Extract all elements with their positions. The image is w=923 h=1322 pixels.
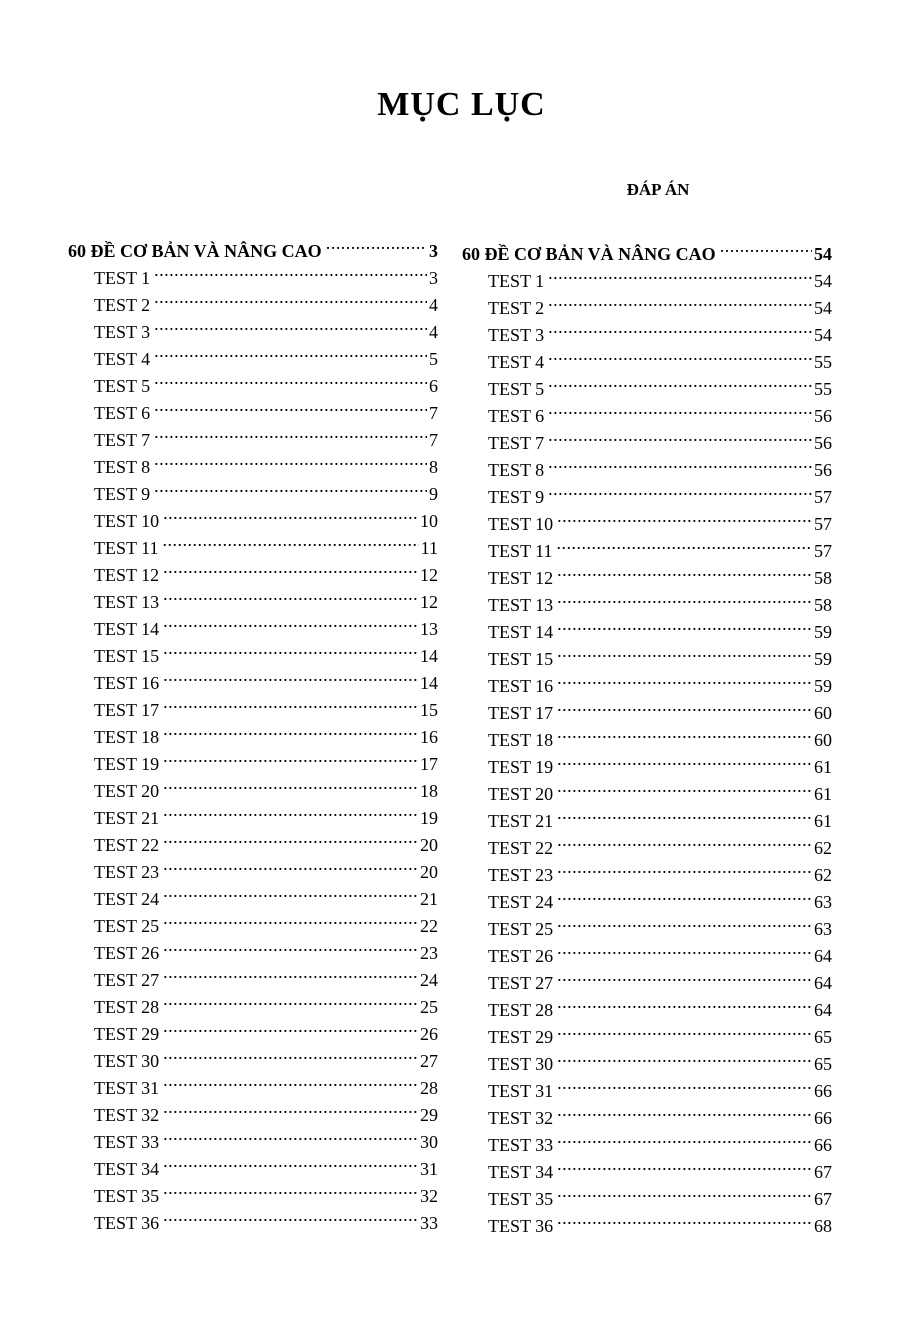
toc-label: TEST 8: [94, 457, 151, 477]
toc-page-number: 3: [429, 241, 438, 261]
toc-label: TEST 11: [488, 541, 553, 561]
toc-label: TEST 6: [94, 403, 151, 423]
dot-leader: [557, 503, 812, 530]
dot-leader: [557, 692, 812, 719]
dot-leader: [163, 581, 418, 608]
dot-leader: [163, 500, 418, 527]
toc-label: TEST 3: [94, 322, 151, 342]
toc-page-number: 23: [420, 943, 438, 963]
toc-label: TEST 22: [488, 838, 554, 858]
dot-leader: [557, 989, 812, 1016]
toc-page-number: 66: [814, 1081, 832, 1101]
dot-leader: [557, 773, 812, 800]
toc-label: TEST 27: [488, 973, 554, 993]
toc-label: TEST 8: [488, 460, 545, 480]
toc-page-number: 12: [420, 592, 438, 612]
toc-page-number: 58: [814, 568, 832, 588]
toc-label: TEST 14: [488, 622, 554, 642]
toc-page-number: 33: [420, 1213, 438, 1233]
dot-leader: [163, 527, 419, 554]
dot-leader: [548, 476, 812, 503]
toc-label: TEST 16: [488, 676, 554, 696]
dot-leader: [154, 284, 427, 311]
dot-leader: [163, 797, 418, 824]
toc-label: TEST 15: [94, 646, 160, 666]
toc-label: TEST 25: [94, 916, 160, 936]
toc-label: TEST 4: [94, 349, 151, 369]
toc-page-number: 31: [420, 1159, 438, 1179]
dot-leader: [557, 1178, 812, 1205]
toc-page-number: 54: [814, 271, 832, 291]
toc-label: TEST 15: [488, 649, 554, 669]
dot-leader: [163, 878, 418, 905]
contents-column: [68, 230, 438, 1233]
dot-leader: [557, 584, 812, 611]
toc-page-number: 64: [814, 946, 832, 966]
dot-leader: [154, 392, 427, 419]
toc-label: TEST 35: [488, 1189, 554, 1209]
answers-column: [462, 233, 832, 1236]
toc-page-number: 28: [420, 1078, 438, 1098]
toc-label: TEST 24: [488, 892, 554, 912]
toc-label: TEST 3: [488, 325, 545, 345]
toc-page-number: 61: [814, 757, 832, 777]
dot-leader: [557, 1151, 812, 1178]
toc-label: TEST 24: [94, 889, 160, 909]
toc-label: TEST 1: [94, 268, 151, 288]
dot-leader: [557, 827, 812, 854]
toc-page-number: 8: [429, 457, 438, 477]
toc-label: TEST 34: [488, 1162, 554, 1182]
toc-label: TEST 34: [94, 1159, 160, 1179]
toc-page-number: 11: [420, 538, 438, 558]
dot-leader: [163, 743, 418, 770]
toc-page-number: 25: [420, 997, 438, 1017]
toc-page-number: 22: [420, 916, 438, 936]
toc-label: TEST 26: [488, 946, 554, 966]
toc-label: TEST 28: [488, 1000, 554, 1020]
toc-page-number: 64: [814, 1000, 832, 1020]
dot-leader: [557, 800, 812, 827]
page-title: MỤC LỤC: [377, 86, 546, 123]
dot-leader: [557, 962, 812, 989]
dot-leader: [154, 419, 427, 446]
toc-page-number: 65: [814, 1054, 832, 1074]
toc-label: TEST 13: [488, 595, 554, 615]
toc-page-number: 65: [814, 1027, 832, 1047]
dot-leader: [163, 1202, 418, 1229]
toc-label: TEST 10: [94, 511, 160, 531]
dot-leader: [163, 1040, 418, 1067]
answers-heading: ĐÁP ÁN: [626, 180, 690, 199]
toc-label: TEST 29: [94, 1024, 160, 1044]
toc-page-number: 57: [814, 487, 832, 507]
toc-label: TEST 32: [94, 1105, 160, 1125]
dot-leader: [163, 554, 418, 581]
toc-page-number: 54: [814, 325, 832, 345]
dot-leader: [548, 422, 812, 449]
toc-label: TEST 32: [488, 1108, 554, 1128]
toc-page-number: 10: [420, 511, 438, 531]
toc-page-number: 14: [420, 646, 438, 666]
toc-label: TEST 11: [94, 538, 159, 558]
toc-label: TEST 13: [94, 592, 160, 612]
dot-leader: [557, 935, 812, 962]
toc-page-number: 3: [429, 268, 438, 288]
toc-page-number: 57: [814, 514, 832, 534]
dot-leader: [163, 824, 418, 851]
toc-page-number: 56: [814, 460, 832, 480]
toc-label: 60 ĐỀ CƠ BẢN VÀ NÂNG CAO: [462, 244, 716, 264]
toc-page-number: 60: [814, 730, 832, 750]
dot-leader: [557, 1097, 812, 1124]
toc-page-number: 55: [814, 379, 832, 399]
toc-label: TEST 35: [94, 1186, 160, 1206]
dot-leader: [163, 986, 418, 1013]
dot-leader: [163, 1013, 418, 1040]
toc-page-number: 29: [420, 1105, 438, 1125]
toc-label: TEST 6: [488, 406, 545, 426]
dot-leader: [163, 689, 418, 716]
dot-leader: [557, 1016, 812, 1043]
toc-label: TEST 23: [94, 862, 160, 882]
toc-page-number: 64: [814, 973, 832, 993]
dot-leader: [557, 611, 812, 638]
toc-label: 60 ĐỀ CƠ BẢN VÀ NÂNG CAO: [68, 241, 322, 261]
toc-label: TEST 19: [488, 757, 554, 777]
toc-label: TEST 36: [94, 1213, 160, 1233]
toc-label: TEST 5: [94, 376, 151, 396]
dot-leader: [163, 959, 418, 986]
toc-label: TEST 31: [488, 1081, 554, 1101]
toc-label: TEST 14: [94, 619, 160, 639]
dot-leader: [720, 233, 812, 260]
toc-label: TEST 21: [94, 808, 160, 828]
toc-page-number: 26: [420, 1024, 438, 1044]
toc-page-number: 6: [429, 376, 438, 396]
toc-label: TEST 12: [488, 568, 554, 588]
toc-label: TEST 18: [94, 727, 160, 747]
dot-leader: [154, 338, 427, 365]
toc-label: TEST 7: [488, 433, 545, 453]
toc-label: TEST 27: [94, 970, 160, 990]
toc-page-number: 7: [429, 430, 438, 450]
dot-leader: [557, 638, 812, 665]
toc-label: TEST 1: [488, 271, 545, 291]
dot-leader: [557, 1070, 812, 1097]
toc-label: TEST 23: [488, 865, 554, 885]
toc-page-number: 55: [814, 352, 832, 372]
toc-page-number: 56: [814, 406, 832, 426]
toc-label: TEST 30: [94, 1051, 160, 1071]
toc-page-number: 7: [429, 403, 438, 423]
toc-label: TEST 12: [94, 565, 160, 585]
toc-label: TEST 20: [488, 784, 554, 804]
toc-page-number: 67: [814, 1162, 832, 1182]
toc-page-number: 66: [814, 1135, 832, 1155]
toc-page-number: 12: [420, 565, 438, 585]
toc-page-number: 60: [814, 703, 832, 723]
toc-page-number: 30: [420, 1132, 438, 1152]
dot-leader: [557, 719, 812, 746]
toc-page-number: 20: [420, 862, 438, 882]
toc-page-number: 54: [814, 244, 832, 264]
toc-label: TEST 4: [488, 352, 545, 372]
toc-label: TEST 7: [94, 430, 151, 450]
toc-page-number: 4: [429, 295, 438, 315]
dot-leader: [557, 908, 812, 935]
dot-leader: [548, 314, 812, 341]
dot-leader: [154, 365, 427, 392]
dot-leader: [163, 1175, 418, 1202]
toc-label: TEST 25: [488, 919, 554, 939]
dot-leader: [163, 1094, 418, 1121]
toc-label: TEST 21: [488, 811, 554, 831]
dot-leader: [163, 1121, 418, 1148]
dot-leader: [154, 473, 427, 500]
toc-label: TEST 18: [488, 730, 554, 750]
toc-page-number: 67: [814, 1189, 832, 1209]
dot-leader: [557, 746, 812, 773]
toc-page-number: 61: [814, 811, 832, 831]
toc-section-entry[interactable]: [462, 233, 832, 264]
toc-page-number: 62: [814, 865, 832, 885]
toc-label: TEST 22: [94, 835, 160, 855]
dot-leader: [163, 905, 418, 932]
dot-leader: [557, 557, 812, 584]
toc-label: TEST 10: [488, 514, 554, 534]
toc-label: TEST 17: [94, 700, 160, 720]
toc-page-number: 58: [814, 595, 832, 615]
toc-label: TEST 2: [488, 298, 545, 318]
dot-leader: [548, 449, 812, 476]
toc-label: TEST 20: [94, 781, 160, 801]
toc-label: TEST 33: [488, 1135, 554, 1155]
dot-leader: [557, 1205, 812, 1232]
dot-leader: [163, 662, 418, 689]
toc-label: TEST 36: [488, 1216, 554, 1236]
toc-page-number: 4: [429, 322, 438, 342]
toc-page-number: 59: [814, 649, 832, 669]
dot-leader: [163, 716, 418, 743]
toc-label: TEST 30: [488, 1054, 554, 1074]
dot-leader: [557, 854, 812, 881]
toc-label: TEST 2: [94, 295, 151, 315]
toc-page-number: 15: [420, 700, 438, 720]
toc-page-number: 19: [420, 808, 438, 828]
toc-page-number: 59: [814, 622, 832, 642]
dot-leader: [557, 881, 812, 908]
toc-page-number: 18: [420, 781, 438, 801]
dot-leader: [163, 851, 418, 878]
toc-page-number: 24: [420, 970, 438, 990]
toc-page-number: 63: [814, 919, 832, 939]
toc-page-number: 16: [420, 727, 438, 747]
dot-leader: [557, 1043, 812, 1070]
toc-label: TEST 9: [94, 484, 151, 504]
dot-leader: [557, 665, 812, 692]
toc-page-number: 32: [420, 1186, 438, 1206]
toc-label: TEST 31: [94, 1078, 160, 1098]
toc-page-number: 66: [814, 1108, 832, 1128]
toc-page-number: 21: [420, 889, 438, 909]
dot-leader: [163, 635, 418, 662]
dot-leader: [548, 368, 812, 395]
dot-leader: [154, 257, 427, 284]
toc-page-number: 62: [814, 838, 832, 858]
toc-page-number: 59: [814, 676, 832, 696]
dot-leader: [326, 230, 427, 257]
dot-leader: [548, 395, 812, 422]
toc-label: TEST 19: [94, 754, 160, 774]
dot-leader: [163, 770, 418, 797]
toc-page-number: 20: [420, 835, 438, 855]
toc-page-number: 14: [420, 673, 438, 693]
toc-page-number: 9: [429, 484, 438, 504]
toc-label: TEST 9: [488, 487, 545, 507]
toc-section-entry[interactable]: [68, 230, 438, 261]
toc-label: TEST 29: [488, 1027, 554, 1047]
dot-leader: [548, 260, 812, 287]
dot-leader: [557, 1124, 812, 1151]
toc-label: TEST 26: [94, 943, 160, 963]
dot-leader: [154, 311, 427, 338]
dot-leader: [548, 287, 812, 314]
dot-leader: [557, 530, 812, 557]
dot-leader: [163, 1067, 418, 1094]
dot-leader: [548, 341, 812, 368]
toc-label: TEST 33: [94, 1132, 160, 1152]
dot-leader: [154, 446, 427, 473]
dot-leader: [163, 608, 418, 635]
toc-page-number: 5: [429, 349, 438, 369]
toc-page-number: 13: [420, 619, 438, 639]
toc-page-number: 63: [814, 892, 832, 912]
toc-page-number: 27: [420, 1051, 438, 1071]
toc-page-number: 57: [814, 541, 832, 561]
toc-label: TEST 16: [94, 673, 160, 693]
toc-page-number: 56: [814, 433, 832, 453]
toc-page-number: 54: [814, 298, 832, 318]
toc-page-number: 61: [814, 784, 832, 804]
toc-page-number: 17: [420, 754, 438, 774]
toc-page-number: 68: [814, 1216, 832, 1236]
toc-label: TEST 5: [488, 379, 545, 399]
dot-leader: [163, 1148, 418, 1175]
dot-leader: [163, 932, 418, 959]
toc-label: TEST 28: [94, 997, 160, 1017]
toc-label: TEST 17: [488, 703, 554, 723]
